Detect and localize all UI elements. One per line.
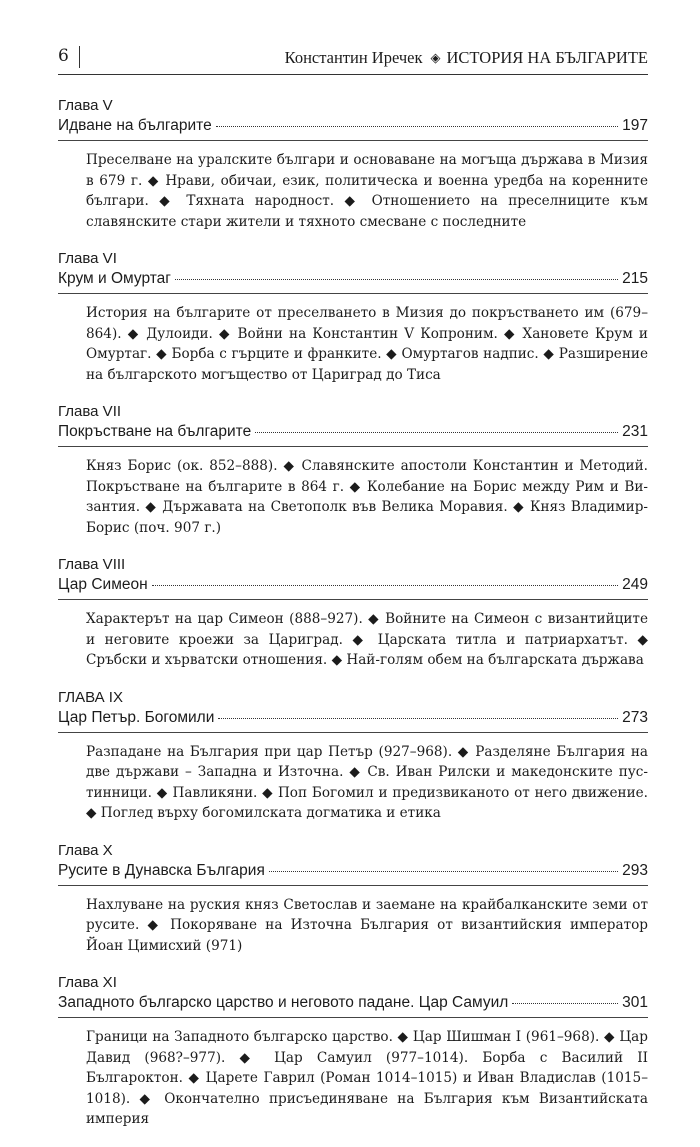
dot-leader [512, 1003, 618, 1004]
author-name: Константин Иречек [284, 48, 423, 67]
chapter-page-number: 197 [622, 117, 648, 134]
chapter-label: Глава VIII [58, 556, 126, 573]
page-number: 6 [58, 46, 69, 66]
chapter-title-row[interactable] [58, 992, 648, 1018]
header-right [285, 48, 648, 68]
dot-leader [152, 585, 618, 586]
chapter-page-number: 215 [622, 270, 648, 287]
chapter-page-number: 301 [622, 994, 648, 1011]
dot-leader [218, 718, 618, 719]
book-title: ИСТОРИЯ НА БЪЛГАРИТЕ [446, 48, 648, 67]
chapter-label: ГЛАВА IX [58, 688, 123, 706]
chapter-title-row[interactable] [58, 268, 648, 294]
chapter-page-number: 249 [622, 576, 648, 593]
table-of-contents [58, 96, 648, 1147]
chapter-entry [58, 555, 648, 671]
chapter-entry [58, 249, 648, 385]
chapter-title: Русите в Дунавска България [58, 861, 265, 879]
chapter-title: Идване на българите [58, 117, 212, 134]
chapter-label: Глава VI [58, 250, 117, 267]
chapter-description: Разпадане на България при цар Петър (927–968). ◆ Разделяне България на две държави – Западна и Източна. ◆ Св. Иван Рилски и македонските пустинници. ◆ Павликяни. ◆ Поп Богомил и предизвиканото от него движение. ◆ Поглед върху богомилската догматика и етика [86, 743, 648, 821]
chapter-title-row[interactable] [58, 574, 648, 600]
chapter-description: Преселване на уралските българи и основаване на могъща държава в Мизия в 679 г. ◆ Нрави, обичаи, език, политическа и военна уредба на коренните българи. ◆ Тяхната народност. ◆ Отношението на преселниците към славянските стари жители и тяхното смесване с последните [86, 152, 648, 230]
chapter-title: Цар Симеон [58, 576, 148, 593]
chapter-label: Глава V [58, 97, 113, 114]
chapter-label: Глава X [58, 841, 113, 859]
chapter-entry [58, 973, 648, 1130]
dot-leader [269, 871, 618, 872]
chapter-title: Покръстване на българите [58, 423, 252, 440]
chapter-description: Княз Борис (ок. 852–888). ◆ Славянските апостоли Константин и Методий. Покръстване на българите в 864 г. ◆ Колебание на Борис между Рим и Византия. ◆ Държавата на Светополк във Велика Моравия. ◆ Княз Владимир-Борис (поч. 907 г.) [86, 458, 648, 536]
dot-leader [175, 279, 618, 280]
chapter-title: Цар Петър. Богомили [58, 708, 215, 726]
chapter-page-number: 293 [622, 861, 648, 879]
chapter-page-number: 273 [622, 708, 648, 726]
chapter-entry [58, 96, 648, 232]
chapter-title: Западното българско царство и неговото падане. Цар Самуил [58, 994, 509, 1011]
chapter-entry [58, 841, 648, 957]
running-header [58, 44, 648, 75]
chapter-title: Крум и Омуртаг [58, 270, 171, 287]
chapter-label: Глава VII [58, 403, 122, 420]
chapter-title-row[interactable] [58, 860, 648, 886]
chapter-description: Нахлуване на руския княз Светослав и заемане на крайбалканските земи от русите. ◆ Покоряване на Източна България от византийския император Йоан Цимисхий (971) [86, 896, 648, 954]
chapter-description: Характерът на цар Симеон (888–927). ◆ Войните на Симеон с византийците и неговите кроежи за Цариград. ◆ Царската титла и патриархатът. ◆ Сръбски и хърватски отношения. ◆ Най-голям обем на българската държава [86, 611, 648, 668]
header-divider [79, 46, 80, 68]
chapter-entry [58, 688, 648, 824]
chapter-title-row[interactable] [58, 707, 648, 733]
chapter-description: История на българите от преселването в Мизия до покръстването им (679–864). ◆ Дулоиди. ◆ Войни на Константин V Копроним. ◆ Хановете Крум и Омуртаг. ◆ Борба с гърците и франките. ◆ Омуртагов надпис. ◆ Разширение на българското могъщество от Цариград до Тиса [86, 305, 648, 383]
chapter-title-row[interactable] [58, 115, 648, 141]
dot-leader [216, 126, 618, 127]
chapter-page-number: 231 [622, 423, 648, 440]
chapter-label: Глава XI [58, 974, 117, 991]
chapter-title-row[interactable] [58, 421, 648, 447]
chapter-description: Граници на Западното българско царство. ◆ Цар Шишман I (961–968). ◆ Цар Давид (968?–977). ◆ Цар Самуил (977–1014). Борба с Василий II Българоктон. ◆ Царете Гаврил (Роман 1014–1015) и Иван Владислав (1015–1018). ◆ Окончателно присъединяване на България към Византийската империя [86, 1029, 648, 1127]
chapter-entry [58, 402, 648, 538]
dot-leader [255, 432, 618, 433]
diamond-ornament-icon: ◈ [430, 50, 441, 65]
